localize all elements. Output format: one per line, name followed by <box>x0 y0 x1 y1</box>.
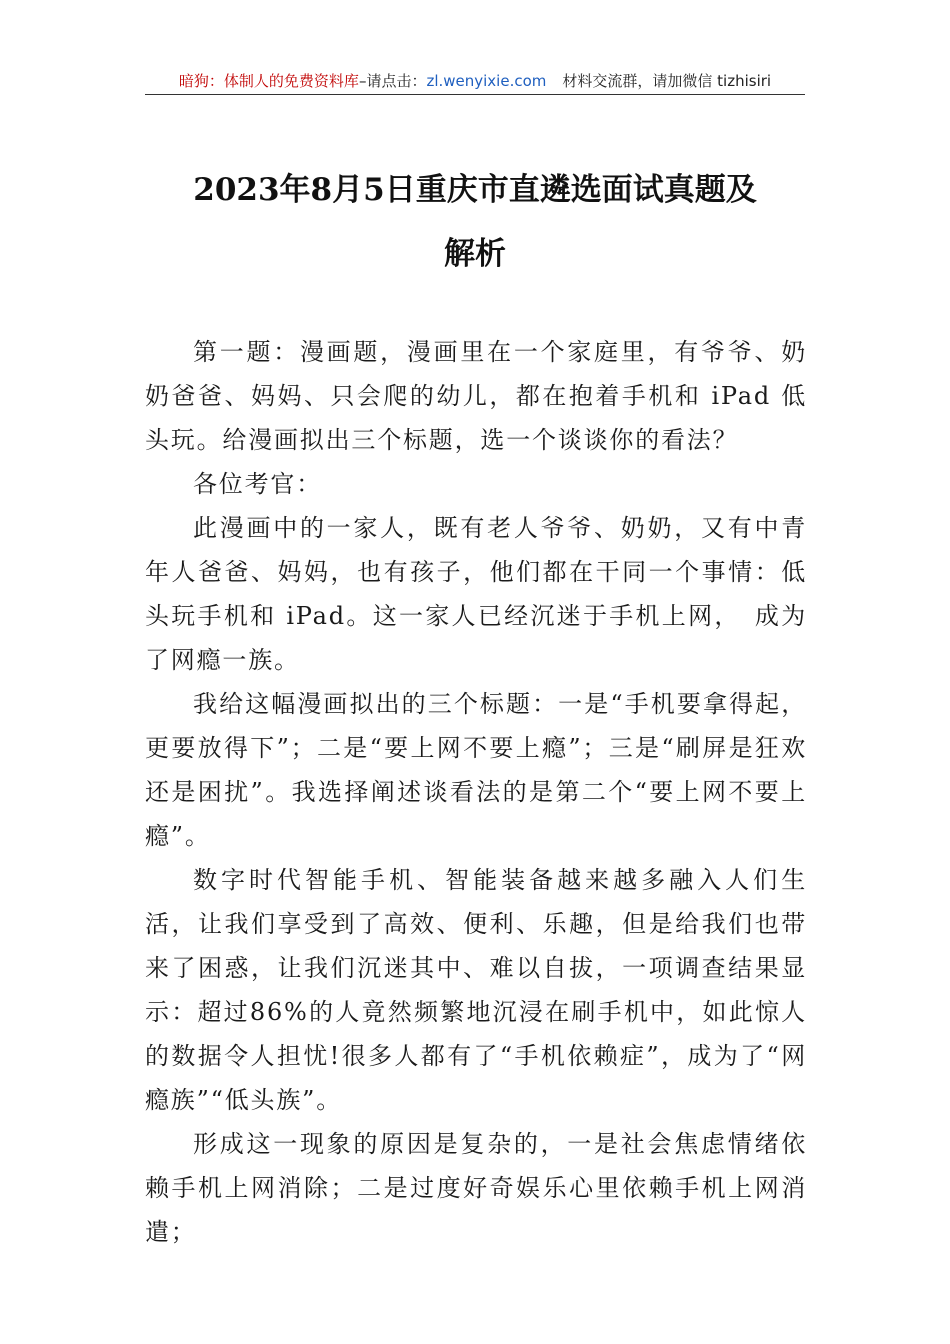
header-site-name: 暗狗：体制人的免费资料库 <box>178 72 359 90</box>
paragraph-description: 此漫画中的一家人，既有老人爷爷、奶奶，又有中青年人爸爸、妈妈，也有孩子，他们都在干同一个事情：低头玩手机和 iPad。这一家人已经沉迷于手机上网， 成为了网瘾一族。 <box>145 514 807 674</box>
document-title <box>145 158 805 286</box>
document-body <box>145 330 807 1254</box>
header-click-label: –请点击： <box>358 72 427 90</box>
paragraph-salutation: 各位考官： <box>193 470 322 498</box>
header-wechat-note: 材料交流群，请加微信 tizhisiri <box>562 72 772 90</box>
paragraph-titles: 我给这幅漫画拟出的三个标题：一是“手机要拿得起，更要放得下”；二是“要上网不要上瘾”；三是“刷屏是狂欢还是困扰”。我选择阐述谈看法的是第二个“要上网不要上瘾”。 <box>145 690 807 850</box>
header-site-link[interactable]: zl.wenyixie.com <box>426 72 547 90</box>
paragraph-causes: 形成这一现象的原因是复杂的，一是社会焦虑情绪依赖手机上网消除；二是过度好奇娱乐心里依赖手机上网消遣； <box>145 1130 807 1246</box>
title-line-1: 2023年8月5日重庆市直遴选面试真题及 <box>193 172 757 208</box>
paragraph-background: 数字时代智能手机、智能装备越来越多融入人们生活，让我们享受到了高效、便利、乐趣，但是给我们也带来了困惑，让我们沉迷其中、难以自拔，一项调查结果显示：超过86%的人竟然频繁地沉浸在刷手机中，如此惊人的数据令人担忧!很多人都有了“手机依赖症”，成为了“网瘾族”“低头族”。 <box>145 866 807 1114</box>
paragraph-question: 第一题：漫画题，漫画里在一个家庭里，有爷爷、奶奶爸爸、妈妈、只会爬的幼儿，都在抱着手机和 iPad 低头玩。给漫画拟出三个标题，选一个谈谈你的看法？ <box>145 338 807 454</box>
page-header <box>145 68 805 95</box>
title-line-2: 解析 <box>444 236 506 272</box>
